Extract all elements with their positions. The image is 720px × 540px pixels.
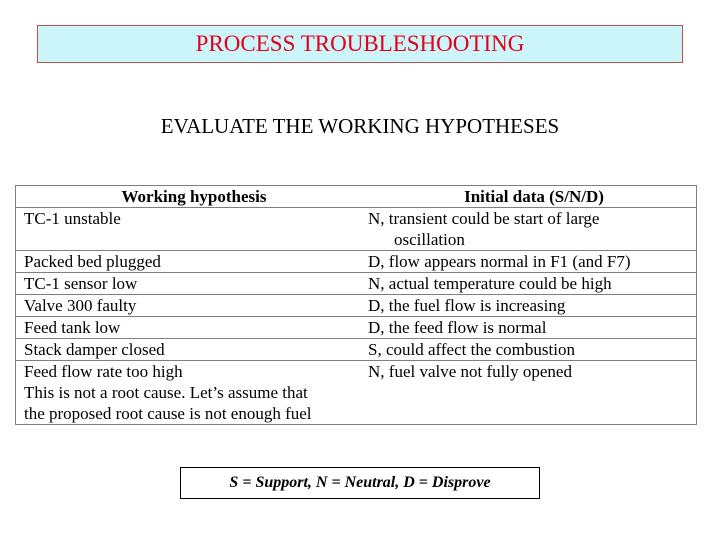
table-row [16, 361, 696, 425]
hypothesis-note-line-2: the proposed root cause is not enough fuel [24, 404, 312, 423]
initial-data-continuation: oscillation [394, 230, 465, 249]
hypothesis-cell: TC-1 sensor low [16, 273, 364, 295]
hypothesis-note-line-1: This is not a root cause. Let’s assume that [24, 383, 308, 402]
page-subtitle: EVALUATE THE WORKING HYPOTHESES [160, 114, 560, 138]
hypothesis-cell [16, 361, 364, 425]
legend-text: S = Support, N = Neutral, D = Disprove [229, 474, 491, 491]
table-row [16, 317, 696, 339]
initial-data-cell: S, could affect the combustion [364, 339, 696, 361]
hypothesis-cell: Packed bed plugged [16, 251, 364, 273]
hypothesis-cell: Stack damper closed [16, 339, 364, 361]
table-row [16, 295, 696, 317]
table-row [16, 251, 696, 273]
table-row [16, 339, 696, 361]
hypothesis-cell: Valve 300 faulty [16, 295, 364, 317]
initial-data-cell: N, fuel valve not fully opened [368, 362, 572, 381]
page-title: PROCESS TROUBLESHOOTING [195, 31, 525, 56]
initial-data-cell: D, the fuel flow is increasing [364, 295, 696, 317]
table-row [16, 273, 696, 295]
initial-data-text: N, transient could be start of large [368, 209, 600, 228]
initial-data-cell: N, actual temperature could be high [364, 273, 696, 295]
initial-data-cell: D, flow appears normal in F1 (and F7) [364, 251, 696, 273]
legend-box [180, 467, 540, 499]
initial-data-cell: D, the feed flow is normal [364, 317, 696, 339]
column-header-hypothesis: Working hypothesis [16, 186, 364, 208]
hypothesis-cell: TC-1 unstable [16, 208, 364, 251]
hypothesis-text: Feed flow rate too high [24, 362, 183, 381]
initial-data-cell [364, 208, 696, 251]
hypotheses-table [15, 185, 697, 425]
column-header-initial-data: Initial data (S/N/D) [364, 186, 696, 208]
title-banner [37, 25, 683, 63]
hypothesis-cell: Feed tank low [16, 317, 364, 339]
table-row [16, 208, 696, 251]
